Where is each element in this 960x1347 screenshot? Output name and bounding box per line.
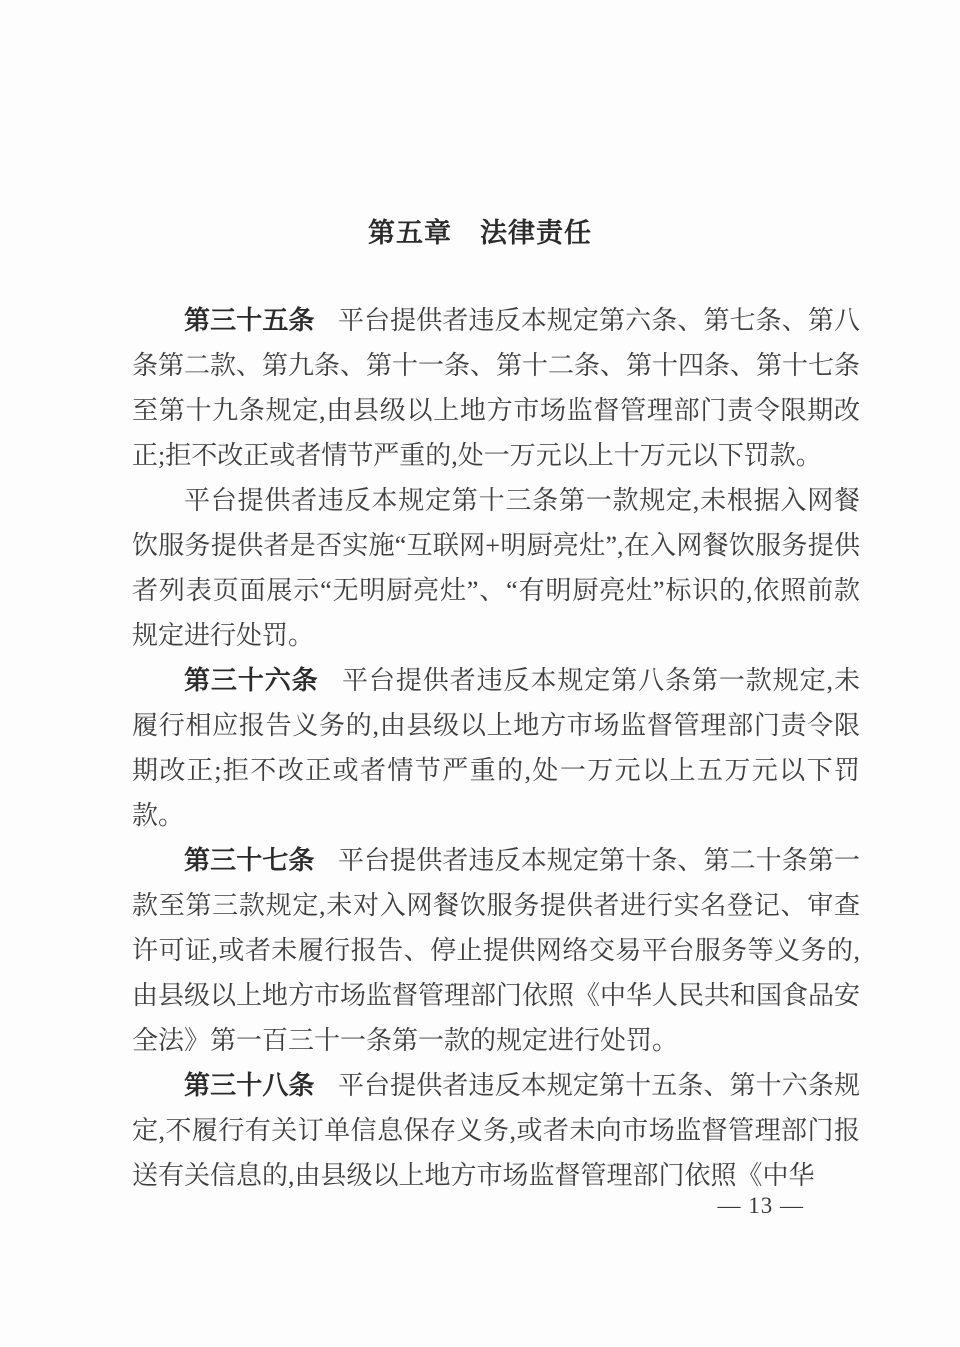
article-number-35: 第三十五条 bbox=[184, 305, 315, 335]
article-text-36: 平台提供者违反本规定第八条第一款规定,未履行相应报告义务的,由县级以上地方市场监督管理部门责令限期改正;拒不改正或者情节严重的,处一万元以上五万元以下罚款。 bbox=[132, 666, 860, 830]
chapter-title: 第五章 法律责任 bbox=[368, 218, 592, 248]
article-paragraph-35-clause2 bbox=[132, 478, 860, 658]
article-text-35-clause2: 平台提供者违反本规定第十三条第一款规定,未根据入网餐饮服务提供者是否实施“互联网+明厨亮灶”,在入网餐饮服务提供者列表页面展示“无明厨亮灶”、“有明厨亮灶”标识的,依照前款规定进行处罚。 bbox=[132, 486, 860, 650]
page-number: — 13 — bbox=[717, 1193, 804, 1218]
article-paragraph-37 bbox=[132, 838, 860, 1063]
article-text-35: 平台提供者违反本规定第六条、第七条、第八条第二款、第九条、第十一条、第十二条、第十四条、第十七条至第十九条规定,由县级以上地方市场监督管理部门责令限期改正;拒不改正或者情节严重的,处一万元以上十万元以下罚款。 bbox=[132, 306, 861, 470]
article-number-36: 第三十六条 bbox=[184, 665, 319, 695]
article-paragraph-38 bbox=[132, 1063, 860, 1198]
article-number-37: 第三十七条 bbox=[184, 845, 315, 875]
article-text-37: 平台提供者违反本规定第十条、第二十条第一款至第三款规定,未对入网餐饮服务提供者进行实名登记、审查许可证,或者未履行报告、停止提供网络交易平台服务等义务的,由县级以上地方市场监督管理部门依照《中华人民共和国食品安全法》第一百三十一条第一款的规定进行处罚。 bbox=[132, 846, 861, 1055]
article-paragraph-36 bbox=[132, 658, 860, 838]
article-number-38: 第三十八条 bbox=[184, 1070, 315, 1100]
article-text-38: 平台提供者违反本规定第十五条、第十六条规定,不履行有关订单信息保存义务,或者未向市场监督管理部门报送有关信息的,由县级以上地方市场监督管理部门依照《中华 bbox=[132, 1071, 860, 1190]
document-content bbox=[132, 298, 860, 1198]
article-paragraph-35 bbox=[132, 298, 860, 478]
